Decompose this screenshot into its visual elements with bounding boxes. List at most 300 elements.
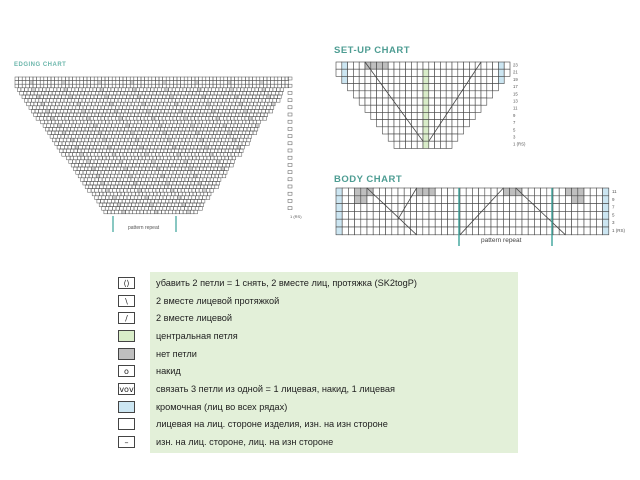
edging-cell <box>110 91 114 95</box>
edging-cell <box>126 106 130 110</box>
edging-cell <box>176 163 180 167</box>
edging-cell <box>199 142 203 146</box>
edging-cell <box>204 163 208 167</box>
edging-cell <box>105 117 109 121</box>
edging-cell <box>234 117 238 121</box>
edging-row-marker <box>288 120 292 123</box>
legend-text: 2 вместе лицевой протяжкой <box>156 296 280 306</box>
body-cell <box>466 219 472 227</box>
edging-cell <box>29 81 33 85</box>
body-cell <box>348 188 354 196</box>
edging-cell <box>171 113 175 117</box>
edging-cell <box>182 138 186 142</box>
edging-cell <box>145 142 149 146</box>
edging-cell <box>185 91 189 95</box>
edging-cell <box>152 77 156 81</box>
edging-cell <box>38 91 42 95</box>
edging-cell <box>184 117 188 121</box>
edging-cell <box>143 185 147 189</box>
purl-icon: – <box>118 436 135 448</box>
edging-cell <box>194 88 198 92</box>
setup-cell <box>429 120 435 127</box>
edging-cell <box>81 178 85 182</box>
edging-cell <box>195 142 199 146</box>
edging-cell <box>180 135 184 139</box>
edging-cell <box>257 91 261 95</box>
setup-chart-grid <box>336 62 510 148</box>
edging-cell <box>237 145 241 149</box>
edging-cell <box>196 178 200 182</box>
edging-cell <box>64 88 68 92</box>
edging-cell <box>138 189 142 193</box>
edging-cell <box>192 167 196 171</box>
body-cell <box>572 204 578 212</box>
setup-cell <box>394 134 400 141</box>
edging-cell <box>86 124 90 128</box>
body-cell <box>516 219 522 227</box>
edging-cell <box>235 142 239 146</box>
edging-cell <box>50 99 54 103</box>
edging-cell <box>231 160 235 164</box>
edging-cell <box>200 192 204 196</box>
body-cell <box>572 219 578 227</box>
edging-cell <box>27 102 31 106</box>
edging-cell <box>48 102 52 106</box>
setup-cell <box>388 98 394 105</box>
edging-cell <box>95 156 99 160</box>
edging-cell <box>118 163 122 167</box>
edging-cell <box>191 124 195 128</box>
edging-cell <box>247 109 251 113</box>
body-cell <box>355 211 361 219</box>
edging-cell <box>145 84 149 88</box>
edging-cell <box>78 174 82 178</box>
edging-cell <box>175 185 179 189</box>
setup-cell <box>406 62 412 69</box>
setup-cell <box>458 69 464 76</box>
legend-text: 2 вместе лицевой <box>156 313 233 323</box>
edging-cell <box>110 203 114 207</box>
edging-row-marker <box>288 207 292 210</box>
edging-cell <box>149 91 153 95</box>
setup-cell <box>469 105 475 112</box>
edging-cell <box>225 138 229 142</box>
edging-cell <box>34 113 38 117</box>
body-cell <box>472 204 478 212</box>
edging-cell <box>95 196 99 200</box>
setup-cell <box>400 141 406 148</box>
edging-cell <box>184 95 188 99</box>
edging-cell <box>198 106 202 110</box>
edging-cell <box>51 84 55 88</box>
edging-cell <box>148 95 152 99</box>
edging-cell <box>220 124 224 128</box>
edging-cell <box>122 199 126 203</box>
edging-cell <box>140 199 144 203</box>
edging-cell <box>246 142 250 146</box>
edging-cell <box>142 120 146 124</box>
body-cell <box>367 196 373 204</box>
edging-cell <box>61 124 65 128</box>
edging-cell <box>167 102 171 106</box>
setup-cell <box>435 76 441 83</box>
edging-cell <box>159 196 163 200</box>
body-cell <box>503 188 509 196</box>
edging-cell <box>242 84 246 88</box>
edging-cell <box>131 102 135 106</box>
edging-cell <box>116 84 120 88</box>
edging-cell <box>140 88 144 92</box>
edging-cell <box>134 196 138 200</box>
edging-cell <box>105 131 109 135</box>
body-cell <box>342 196 348 204</box>
setup-cell <box>452 76 458 83</box>
edging-cell <box>281 84 285 88</box>
setup-cell <box>365 69 371 76</box>
edging-cell <box>258 99 262 103</box>
setup-cell <box>452 62 458 69</box>
edging-cell <box>206 81 210 85</box>
edging-cell <box>232 113 236 117</box>
edging-cell <box>241 124 245 128</box>
edging-cell <box>191 117 195 121</box>
edging-row-marker <box>288 163 292 166</box>
edging-cell <box>106 120 110 124</box>
edging-cell <box>203 102 207 106</box>
edging-cell <box>117 113 121 117</box>
setup-cell <box>423 69 429 76</box>
edging-cell <box>106 203 110 207</box>
edging-cell <box>179 127 183 131</box>
setup-cell <box>417 127 423 134</box>
body-cell <box>485 227 491 235</box>
edging-cell <box>182 192 186 196</box>
edging-row-marker <box>288 185 292 188</box>
setup-cell <box>435 105 441 112</box>
edging-cell <box>134 207 138 211</box>
edging-cell <box>277 88 281 92</box>
edging-cell <box>204 174 208 178</box>
setup-cell <box>388 134 394 141</box>
edging-cell <box>181 84 185 88</box>
edging-cell <box>153 192 157 196</box>
setup-cell <box>406 98 412 105</box>
setup-row-number: 19 <box>513 76 518 82</box>
edging-cell <box>82 88 86 92</box>
edging-cell <box>202 160 206 164</box>
edging-cell <box>215 99 219 103</box>
edging-cell <box>115 210 119 214</box>
edging-cell <box>234 145 238 149</box>
edging-cell <box>52 120 56 124</box>
edging-cell <box>49 91 53 95</box>
setup-cell <box>371 76 377 83</box>
edging-cell <box>70 113 74 117</box>
edging-cell <box>182 149 186 153</box>
edging-cell <box>243 138 247 142</box>
edging-cell <box>209 117 213 121</box>
body-cell <box>491 219 497 227</box>
edging-cell <box>65 84 69 88</box>
edging-cell <box>185 167 189 171</box>
edging-cell <box>121 127 125 131</box>
body-cell <box>361 196 367 204</box>
setup-cell <box>464 76 470 83</box>
edging-cell <box>209 153 213 157</box>
edging-cell <box>39 88 43 92</box>
edging-cell <box>230 163 234 167</box>
setup-cell <box>464 112 470 119</box>
edging-cell <box>224 81 228 85</box>
edging-cell <box>142 113 146 117</box>
edging-cell <box>208 185 212 189</box>
edging-cell <box>160 102 164 106</box>
setup-row-number: 17 <box>513 84 518 90</box>
edging-cell <box>108 199 112 203</box>
edging-cell <box>180 171 184 175</box>
edging-cell <box>198 95 202 99</box>
edging-cell <box>155 106 159 110</box>
edging-cell <box>159 95 163 99</box>
edging-cell <box>172 185 176 189</box>
body-cell <box>590 188 596 196</box>
body-cell <box>578 227 584 235</box>
edging-cell <box>137 117 141 121</box>
edging-cell <box>159 171 163 175</box>
edging-cell <box>41 113 45 117</box>
body-pattern-repeat-label: pattern repeat <box>481 237 522 244</box>
edging-cell <box>98 120 102 124</box>
edging-cell <box>178 203 182 207</box>
edging-cell <box>76 142 80 146</box>
setup-cell <box>498 76 504 83</box>
body-cell <box>534 188 540 196</box>
edging-cell <box>81 167 85 171</box>
edging-cell <box>268 91 272 95</box>
edging-cell <box>47 124 51 128</box>
edging-cell <box>137 95 141 99</box>
setup-cell <box>406 84 412 91</box>
edging-cell <box>149 113 153 117</box>
edging-cell <box>115 117 119 121</box>
edging-cell <box>177 131 181 135</box>
edging-cell <box>127 84 131 88</box>
edging-cell <box>144 135 148 139</box>
body-cell <box>361 219 367 227</box>
edging-cell <box>184 124 188 128</box>
edging-cell <box>221 156 225 160</box>
edging-cell <box>220 153 224 157</box>
edging-cell <box>48 131 52 135</box>
setup-cell <box>487 84 493 91</box>
edging-cell <box>115 171 119 175</box>
edging-cell <box>141 181 145 185</box>
edging-cell <box>174 120 178 124</box>
edging-cell <box>39 109 43 113</box>
edging-cell <box>253 77 257 81</box>
body-cell <box>336 196 342 204</box>
setup-cell <box>382 120 388 127</box>
edging-cell <box>208 99 212 103</box>
edging-cell <box>183 88 187 92</box>
edging-cell <box>206 196 210 200</box>
edging-cell <box>188 77 192 81</box>
body-cell <box>423 227 429 235</box>
edging-cell <box>131 196 135 200</box>
edging-cell <box>186 163 190 167</box>
edging-cell <box>110 149 114 153</box>
edging-cell <box>83 106 87 110</box>
edging-cell <box>157 127 161 131</box>
edging-cell <box>155 171 159 175</box>
edging-cell <box>108 171 112 175</box>
edging-cell <box>68 145 72 149</box>
edging-cell <box>148 142 152 146</box>
edging-cell <box>77 120 81 124</box>
edging-cell <box>71 109 75 113</box>
body-cell <box>373 227 379 235</box>
edging-cell <box>226 99 230 103</box>
body-cell <box>392 188 398 196</box>
edging-cell <box>111 163 115 167</box>
edging-cell <box>163 189 167 193</box>
edging-cell <box>254 102 258 106</box>
edging-cell <box>213 153 217 157</box>
edging-cell <box>191 106 195 110</box>
edging-cell <box>112 160 116 164</box>
edging-cell <box>94 81 98 85</box>
edging-cell <box>193 185 197 189</box>
edging-cell <box>24 99 28 103</box>
body-cell <box>348 219 354 227</box>
edging-cell <box>141 131 145 135</box>
edging-cell <box>68 135 72 139</box>
edging-cell <box>78 99 82 103</box>
body-cell <box>603 196 609 204</box>
edging-cell <box>237 135 241 139</box>
edging-cell <box>40 84 44 88</box>
setup-cell <box>435 112 441 119</box>
edging-cell <box>204 127 208 131</box>
setup-cell <box>411 62 417 69</box>
edging-cell <box>107 127 111 131</box>
edging-cell <box>127 113 131 117</box>
setup-cell <box>504 62 510 69</box>
edging-cell <box>194 163 198 167</box>
edging-cell <box>232 120 236 124</box>
edging-cell <box>152 131 156 135</box>
edging-cell <box>83 181 87 185</box>
edging-cell <box>105 196 109 200</box>
edging-cell <box>195 171 199 175</box>
edging-cell <box>21 88 25 92</box>
edging-cell <box>218 156 222 160</box>
edging-cell <box>152 160 156 164</box>
edging-cell <box>50 135 54 139</box>
edging-cell <box>141 84 145 88</box>
edging-cell <box>213 117 217 121</box>
edging-cell <box>130 153 134 157</box>
edging-cell <box>173 153 177 157</box>
edging-cell <box>84 120 88 124</box>
edging-cell <box>77 156 81 160</box>
edging-cell <box>126 210 130 214</box>
edging-cell <box>193 109 197 113</box>
edging-cell <box>215 88 219 92</box>
edging-cell <box>181 189 185 193</box>
body-cell <box>584 188 590 196</box>
edging-cell <box>127 142 131 146</box>
edging-cell <box>186 138 190 142</box>
edging-cell <box>208 174 212 178</box>
setup-cell <box>475 98 481 105</box>
setup-cell <box>388 69 394 76</box>
body-cell <box>342 211 348 219</box>
body-cell <box>565 227 571 235</box>
edging-cell <box>274 81 278 85</box>
edging-cell <box>55 81 59 85</box>
edging-cell <box>186 99 190 103</box>
edging-cell <box>217 113 221 117</box>
edging-cell <box>198 171 202 175</box>
edging-cell <box>76 81 80 85</box>
edging-cell <box>191 84 195 88</box>
edging-cell <box>61 145 65 149</box>
edging-cell <box>169 199 173 203</box>
body-cell <box>441 196 447 204</box>
body-cell <box>336 219 342 227</box>
edging-cell <box>153 127 157 131</box>
edging-cell <box>195 131 199 135</box>
setup-cell <box>458 112 464 119</box>
body-cell <box>596 196 602 204</box>
edging-cell <box>201 174 205 178</box>
edging-cell <box>218 127 222 131</box>
edging-cell <box>202 181 206 185</box>
edging-cell <box>279 91 283 95</box>
body-cell <box>503 227 509 235</box>
edging-cell <box>56 102 60 106</box>
edging-cell <box>149 196 153 200</box>
edging-cell <box>104 124 108 128</box>
edging-cell <box>168 203 172 207</box>
edging-cell <box>153 167 157 171</box>
edging-cell <box>73 131 77 135</box>
edging-cell <box>151 124 155 128</box>
edging-cell <box>167 91 171 95</box>
edging-cell <box>143 192 147 196</box>
edging-cell <box>173 81 177 85</box>
edging-cell <box>177 84 181 88</box>
edging-cell <box>147 99 151 103</box>
edging-cell <box>103 138 107 142</box>
edging-cell <box>129 88 133 92</box>
edging-cell <box>163 196 167 200</box>
body-cell <box>541 196 547 204</box>
edging-cell <box>126 95 130 99</box>
edging-cell <box>97 117 101 121</box>
body-cell <box>373 204 379 212</box>
body-cell <box>603 204 609 212</box>
setup-cell <box>458 120 464 127</box>
edging-cell <box>203 167 207 171</box>
edging-cell <box>141 207 145 211</box>
edging-cell <box>42 109 46 113</box>
edging-cell <box>170 142 174 146</box>
edging-cell <box>125 192 129 196</box>
edging-cell <box>94 153 98 157</box>
edging-cell <box>130 81 134 85</box>
